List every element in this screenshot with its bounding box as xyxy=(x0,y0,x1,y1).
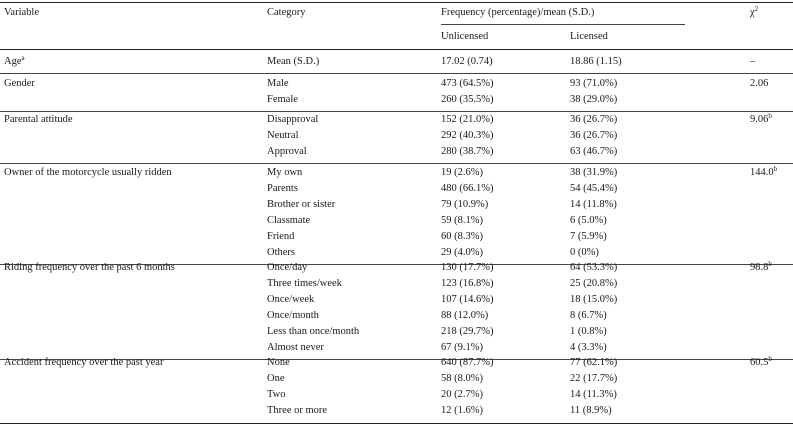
licensed-cell: 14 (11.3%) xyxy=(570,389,617,400)
category-cell: Once/month xyxy=(267,310,319,321)
licensed-cell: 0 (0%) xyxy=(570,247,599,258)
unlicensed-cell: 123 (16.8%) xyxy=(441,278,494,289)
category-cell: Male xyxy=(267,78,289,89)
unlicensed-cell: 152 (21.0%) xyxy=(441,114,494,125)
category-cell: Almost never xyxy=(267,342,324,353)
licensed-cell: 4 (3.3%) xyxy=(570,342,607,353)
category-cell: Classmate xyxy=(267,215,311,226)
variable-label: Age$^a$ xyxy=(4,54,25,67)
variable-label: Riding frequency over the past 6 months xyxy=(4,262,175,273)
table-bottom-rule xyxy=(0,423,793,424)
unlicensed-cell: 280 (38.7%) xyxy=(441,146,494,157)
licensed-cell: 63 (46.7%) xyxy=(570,146,618,157)
unlicensed-cell: 130 (17.7%) xyxy=(441,262,494,273)
unlicensed-cell: 19 (2.6%) xyxy=(441,167,483,178)
licensed-cell: 11 (8.9%) xyxy=(570,405,612,416)
licensed-cell: 22 (17.7%) xyxy=(570,373,618,384)
unlicensed-cell: 473 (64.5%) xyxy=(441,78,494,89)
header-licensed: Licensed xyxy=(570,31,608,42)
licensed-cell: 36 (26.7%) xyxy=(570,114,618,125)
variable-label: Accident frequency over the past year xyxy=(4,357,164,368)
header-unlicensed: Unlicensed xyxy=(441,31,489,42)
category-cell: Once/day xyxy=(267,262,308,273)
licensed-cell: 25 (20.8%) xyxy=(570,278,618,289)
unlicensed-cell: 60 (8.3%) xyxy=(441,231,483,242)
unlicensed-cell: 12 (1.6%) xyxy=(441,405,483,416)
licensed-cell: 93 (71.0%) xyxy=(570,78,618,89)
unlicensed-cell: 260 (35.5%) xyxy=(441,94,494,105)
category-cell: Parents xyxy=(267,183,298,194)
licensed-cell: 38 (31.9%) xyxy=(570,167,618,178)
licensed-cell: 1 (0.8%) xyxy=(570,326,607,337)
variable-label: Parental attitude xyxy=(4,114,73,125)
unlicensed-cell: 58 (8.0%) xyxy=(441,373,483,384)
category-cell: Disapproval xyxy=(267,114,319,125)
unlicensed-cell: 67 (9.1%) xyxy=(441,342,483,353)
unlicensed-cell: 218 (29.7%) xyxy=(441,326,494,337)
chi-square-value: 98.8$^b$ xyxy=(750,260,772,273)
chi-square-value: 9.06$^b$ xyxy=(750,112,772,125)
category-cell: Female xyxy=(267,94,298,105)
licensed-cell: 36 (26.7%) xyxy=(570,130,618,141)
licensed-cell: 7 (5.9%) xyxy=(570,231,607,242)
licensed-cell: 38 (29.0%) xyxy=(570,94,618,105)
licensed-cell: 54 (45.4%) xyxy=(570,183,618,194)
licensed-cell: 14 (11.8%) xyxy=(570,199,617,210)
category-cell: Others xyxy=(267,247,295,258)
header-variable: Variable xyxy=(4,7,39,18)
licensed-cell: 6 (5.0%) xyxy=(570,215,607,226)
table-top-rule xyxy=(0,2,793,3)
category-cell: One xyxy=(267,373,285,384)
unlicensed-cell: 29 (4.0%) xyxy=(441,247,483,258)
category-cell: My own xyxy=(267,167,303,178)
category-cell: None xyxy=(267,357,290,368)
licensed-cell: 18 (15.0%) xyxy=(570,294,618,305)
category-cell: Mean (S.D.) xyxy=(267,56,320,67)
unlicensed-cell: 59 (8.1%) xyxy=(441,215,483,226)
licensed-cell: 18.86 (1.15) xyxy=(570,56,622,67)
group-divider xyxy=(0,111,793,112)
unlicensed-cell: 17.02 (0.74) xyxy=(441,56,493,67)
chi-square-value: 144.0$^b$ xyxy=(750,165,778,178)
unlicensed-cell: 292 (40.3%) xyxy=(441,130,494,141)
header-category: Category xyxy=(267,7,306,18)
category-cell: Friend xyxy=(267,231,295,242)
chi-square-value: – xyxy=(750,56,756,67)
unlicensed-cell: 88 (12.0%) xyxy=(441,310,489,321)
category-cell: Two xyxy=(267,389,286,400)
category-cell: Brother or sister xyxy=(267,199,336,210)
header-frequency: Frequency (percentage)/mean (S.D.) xyxy=(441,7,595,18)
group-divider xyxy=(0,163,793,164)
unlicensed-cell: 107 (14.6%) xyxy=(441,294,494,305)
unlicensed-cell: 79 (10.9%) xyxy=(441,199,489,210)
category-cell: Once/week xyxy=(267,294,315,305)
group-divider xyxy=(0,73,793,74)
unlicensed-cell: 20 (2.7%) xyxy=(441,389,483,400)
frequency-header-rule xyxy=(441,24,685,25)
licensed-cell: 77 (62.1%) xyxy=(570,357,618,368)
category-cell: Three times/week xyxy=(267,278,342,289)
variable-label: Gender xyxy=(4,78,35,89)
chi-square-value: 60.5$^b$ xyxy=(750,355,772,368)
category-cell: Three or more xyxy=(267,405,328,416)
category-cell: Less than once/month xyxy=(267,326,360,337)
unlicensed-cell: 480 (66.1%) xyxy=(441,183,494,194)
unlicensed-cell: 640 (87.7%) xyxy=(441,357,494,368)
header-bottom-rule xyxy=(0,49,793,50)
category-cell: Approval xyxy=(267,146,307,157)
variable-label: Owner of the motorcycle usually ridden xyxy=(4,167,172,178)
chi-square-value: 2.06 xyxy=(750,78,769,89)
category-cell: Neutral xyxy=(267,130,299,141)
licensed-cell: 8 (6.7%) xyxy=(570,310,607,321)
header-chi-square: $\chi^2$ xyxy=(750,5,759,18)
licensed-cell: 64 (53.3%) xyxy=(570,262,618,273)
